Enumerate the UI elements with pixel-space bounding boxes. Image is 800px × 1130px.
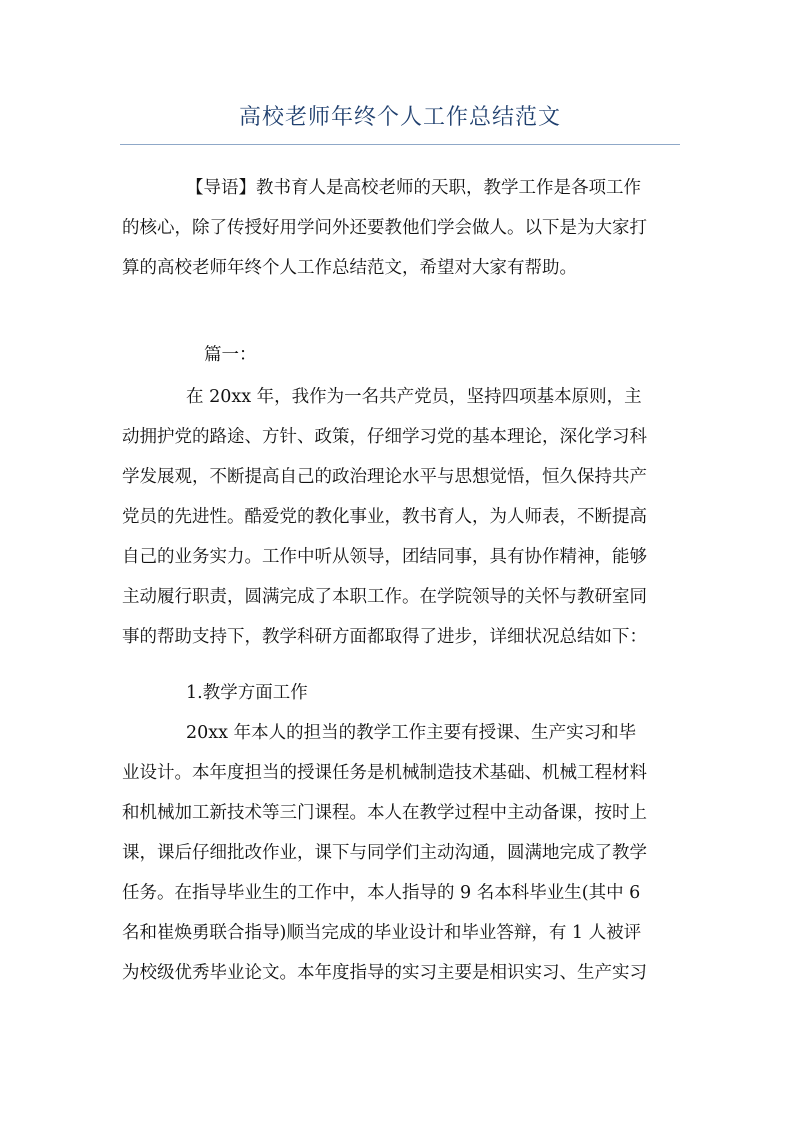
intro-line: 算的高校老师年终个人工作总结范文，希望对大家有帮助。 xyxy=(122,258,577,278)
paragraph-line: 和机械加工新技术等三门课程。本人在教学过程中主动备课，按时上 xyxy=(122,803,647,823)
intro-paragraph xyxy=(122,168,688,288)
paragraph-line: 学发展观，不断提高自己的政治理论水平与思想觉悟，恒久保持共产 xyxy=(122,467,647,487)
section-heading-text: 篇一： xyxy=(204,345,257,365)
paragraph-line: 自己的业务实力。工作中听从领导，团结同事，具有协作精神，能够 xyxy=(122,547,647,567)
paragraph-line: 任务。在指导毕业生的工作中，本人指导的 9 名本科毕业生(其中 6 xyxy=(122,883,641,903)
paragraph-line: 20xx 年本人的担当的教学工作主要有授课、生产实习和毕 xyxy=(186,723,637,743)
document-title: 高校老师年终个人工作总结范文 xyxy=(238,105,561,130)
paragraph-one xyxy=(122,377,688,657)
paragraph-line: 为校级优秀毕业论文。本年度指导的实习主要是相识实习、生产实习 xyxy=(122,963,647,983)
paragraph-line: 课，课后仔细批改作业，课下与同学们主动沟通，圆满地完成了教学 xyxy=(122,843,647,863)
title-divider xyxy=(120,144,680,145)
intro-line: 【导语】教书育人是高校老师的天职，教学工作是各项工作 xyxy=(186,178,641,198)
paragraph-line: 主动履行职责，圆满完成了本职工作。在学院领导的关怀与教研室同 xyxy=(122,587,647,607)
section-heading xyxy=(122,335,688,375)
subheading-text: 1.教学方面工作 xyxy=(186,683,308,703)
paragraph-line: 在 20xx 年，我作为一名共产党员，坚持四项基本原则，主 xyxy=(186,387,642,407)
paragraph-line: 党员的先进性。酷爱党的教化事业，教书育人，为人师表，不断提高 xyxy=(122,507,647,527)
paragraph-line: 事的帮助支持下，教学科研方面都取得了进步，详细状况总结如下： xyxy=(122,627,647,647)
paragraph-line: 动拥护党的路途、方针、政策，仔细学习党的基本理论，深化学习科 xyxy=(122,427,647,447)
intro-line: 的核心，除了传授好用学问外还要教他们学会做人。以下是为大家打 xyxy=(122,218,647,238)
subheading xyxy=(122,673,688,713)
paragraph-line: 业设计。本年度担当的授课任务是机械制造技术基础、机械工程材料 xyxy=(122,763,647,783)
paragraph-two xyxy=(122,713,688,993)
paragraph-line: 名和崔焕勇联合指导)顺当完成的毕业设计和毕业答辩，有 1 人被评 xyxy=(122,923,642,943)
